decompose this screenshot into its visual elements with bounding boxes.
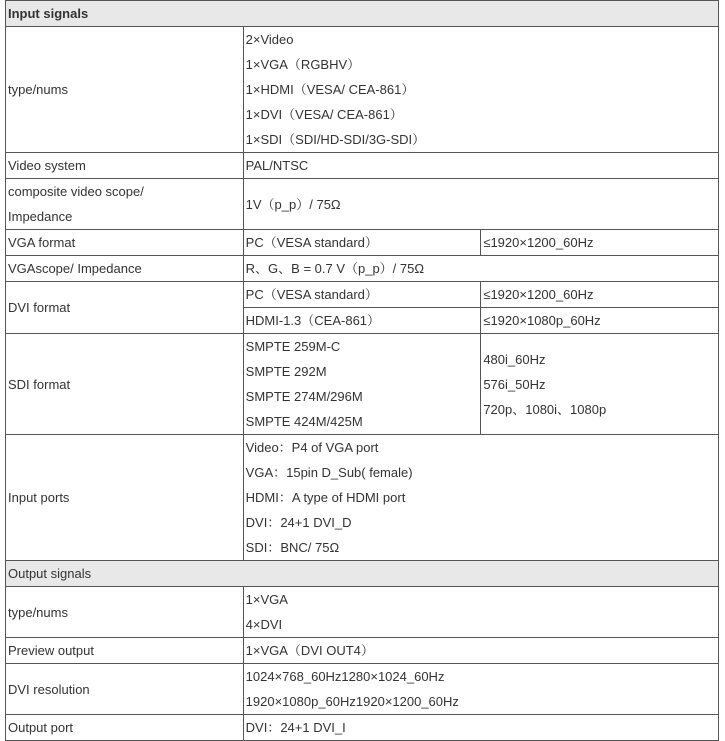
value-line: HDMI：A type of HDMI port: [245, 490, 406, 505]
value-line: VGA：15pin D_Sub( female): [245, 465, 413, 480]
row-label-dvi-format: DVI format: [6, 282, 244, 334]
composite-video-value: 1V（p_p）/ 75Ω: [243, 179, 718, 230]
dvi-format-resolution: ≤1920×1080p_60Hz: [481, 308, 719, 334]
section-title-input: Input signals: [6, 1, 719, 27]
dvi-format-value: PC（VESA standard）: [243, 282, 481, 308]
vga-format-value: PC（VESA standard）: [243, 230, 481, 256]
row-label-dvi-resolution: DVI resolution: [6, 664, 244, 715]
preview-output-value: 1×VGA（DVI OUT4）: [243, 638, 718, 664]
spec-table: [5, 0, 719, 741]
table-row: [6, 715, 719, 741]
table-row: [6, 638, 719, 664]
table-row: [6, 435, 719, 561]
value-line: SMPTE 424M/425M: [245, 414, 363, 429]
value-line: DVI：24+1 DVI_D: [245, 515, 352, 530]
table-row: [6, 334, 719, 435]
value-line: 480i_60Hz: [483, 351, 546, 367]
value-line: SDI：BNC/ 75Ω: [245, 540, 340, 555]
value-line: SMPTE 274M/296M: [245, 389, 363, 404]
table-row: [6, 230, 719, 256]
label-line: Impedance: [8, 209, 73, 224]
value-line: 1×VGA（RGBHV）: [245, 57, 361, 72]
row-label-vga-scope: VGAscope/ Impedance: [6, 256, 244, 282]
dvi-resolution-values: [243, 664, 718, 715]
value-line: 1024×768_60Hz1280×1024_60Hz: [245, 669, 445, 684]
sdi-format-standards: [243, 334, 481, 435]
value-line: 1920×1080p_60Hz1920×1200_60Hz: [245, 694, 459, 709]
table-row: [6, 256, 719, 282]
row-label-output-type-nums: type/nums: [6, 587, 244, 638]
input-signals-header-row: [6, 1, 719, 27]
input-ports-values: [243, 435, 718, 561]
sdi-format-resolutions: [481, 334, 719, 435]
value-line: 576i_50Hz: [483, 376, 546, 392]
value-line: SMPTE 259M-C: [245, 339, 341, 354]
dvi-format-resolution: ≤1920×1200_60Hz: [481, 282, 719, 308]
row-label-preview-output: Preview output: [6, 638, 244, 664]
input-type-nums-values: [243, 27, 718, 153]
value-line: SMPTE 292M: [245, 364, 327, 379]
row-label-output-port: Output port: [6, 715, 244, 741]
value-line: 1×DVI（VESA/ CEA-861）: [245, 107, 403, 122]
video-system-value: PAL/NTSC: [243, 153, 718, 179]
table-row: [6, 179, 719, 230]
output-signals-header-row: [6, 561, 719, 587]
value-line: Video：P4 of VGA port: [245, 440, 379, 455]
value-line: 720p、1080i、1080p: [483, 401, 607, 417]
table-row: [6, 27, 719, 153]
output-type-nums-values: [243, 587, 718, 638]
table-row: [6, 282, 719, 308]
row-label-video-system: Video system: [6, 153, 244, 179]
row-label-sdi-format: SDI format: [6, 334, 244, 435]
dvi-format-value: HDMI-1.3（CEA-861）: [243, 308, 481, 334]
value-line: 2×Video: [245, 32, 294, 47]
row-label-input-ports: Input ports: [6, 435, 244, 561]
row-label-input-type-nums: type/nums: [6, 27, 244, 153]
table-row: [6, 587, 719, 638]
label-line: composite video scope/: [8, 184, 144, 199]
section-title-output: Output signals: [6, 561, 719, 587]
output-port-value: DVI：24+1 DVI_I: [243, 715, 718, 741]
table-row: [6, 153, 719, 179]
vga-scope-value: R、G、B = 0.7 V（p_p）/ 75Ω: [243, 256, 718, 282]
table-row: [6, 664, 719, 715]
row-label-composite-video: [6, 179, 244, 230]
value-line: 1×VGA: [245, 592, 288, 607]
value-line: 1×SDI（SDI/HD-SDI/3G-SDI）: [245, 132, 426, 147]
vga-format-resolution: ≤1920×1200_60Hz: [481, 230, 719, 256]
row-label-vga-format: VGA format: [6, 230, 244, 256]
value-line: 4×DVI: [245, 617, 283, 632]
value-line: 1×HDMI（VESA/ CEA-861）: [245, 82, 415, 97]
